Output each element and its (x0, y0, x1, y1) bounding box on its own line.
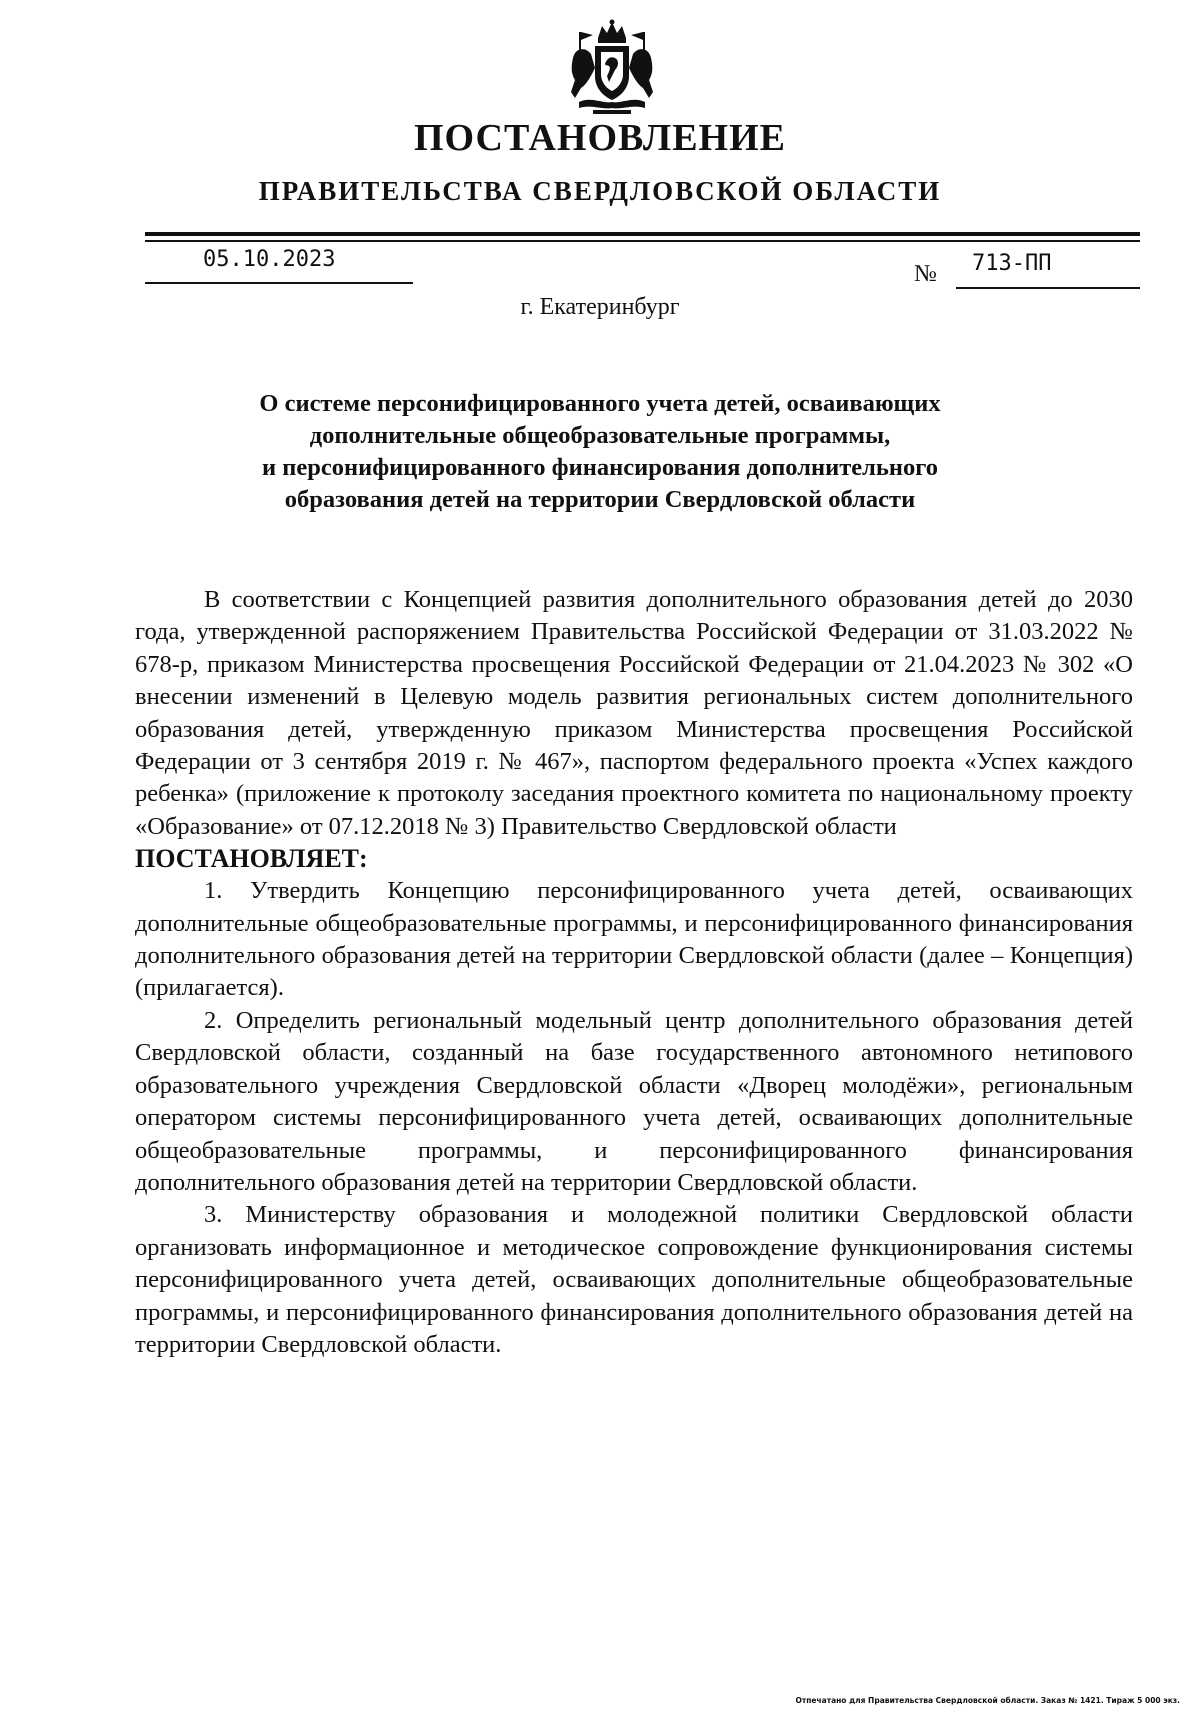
decree-item: 1. Утвердить Концепцию персонифицированного учета детей, осваивающих дополнительные общеобразовательные программы, и персонифицированного финансирования дополнительного образования детей на территории Свердловской области (далее – Концепция) (прилагается). (135, 877, 1133, 1002)
date-underline (145, 282, 413, 284)
decree-item: 2. Определить региональный модельный центр дополнительного образования детей Свердловской области, созданный на базе государственного автономного нетипового образовательного учреждения Свердловской области «Дворец молодёжи», региональным оператором системы персонифицированного учета детей, осваивающих дополнительные общеобразовательные программы, и персонифицированного финансирования дополнительного образования детей на территории Свердловской области. (135, 1006, 1133, 1196)
subject-line: дополнительные общеобразовательные программы, (309, 422, 891, 449)
document-subject (150, 388, 1050, 516)
number-sign: № (914, 261, 937, 287)
subject-line: О системе персонифицированного учета детей, осваивающих (259, 390, 941, 417)
print-imprint: Отпечатано для Правительства Свердловской области. Заказ № 1421. Тираж 5 000 экз. (795, 1696, 1180, 1705)
decree-word: ПОСТАНОВЛЯЕТ: (135, 844, 368, 874)
issuer-title: ПРАВИТЕЛЬСТВА СВЕРДЛОВСКОЙ ОБЛАСТИ (258, 176, 942, 206)
subject-line: и персонифицированного финансирования дополнительного (262, 454, 938, 481)
preamble-paragraph: В соответствии с Концепцией развития дополнительного образования детей до 2030 года, утвержденной распоряжением Правительства Российской Федерации от 31.03.2022 № 678-р, приказом Министерства просвещения Российской Федерации от 21.04.2023 № 302 «О внесении изменений в Целевую модель развития региональных систем дополнительного образования детей, утвержденную приказом Министерства просвещения Российской Федерации от 3 сентября 2019 г. № 467», паспортом федерального проекта «Успех каждого ребенка» (приложение к протоколу заседания проектного комитета по национальному проекту «Образование» от 07.12.2018 № 3) Правительство Свердловской области (135, 586, 1133, 840)
subject-line: образования детей на территории Свердловской области (284, 486, 916, 513)
number-underline (956, 287, 1140, 289)
document-number: 713-ПП (972, 251, 1052, 276)
document-body (135, 584, 1133, 1361)
header-divider-thin (145, 240, 1140, 242)
header-divider-thick (145, 232, 1140, 236)
document-date: 05.10.2023 (203, 247, 336, 272)
city-name: г. Екатеринбург (520, 294, 680, 320)
decree-item: 3. Министерству образования и молодежной политики Свердловской области организовать информационное и методическое сопровождение функционирования системы персонифицированного учета детей, осваивающих дополнительные общеобразовательные программы, и персонифицированного финансирования дополнительного образования детей на территории Свердловской области. (135, 1201, 1133, 1358)
document-type-title: ПОСТАНОВЛЕНИЕ (413, 117, 787, 159)
coat-of-arms-icon (565, 18, 659, 118)
